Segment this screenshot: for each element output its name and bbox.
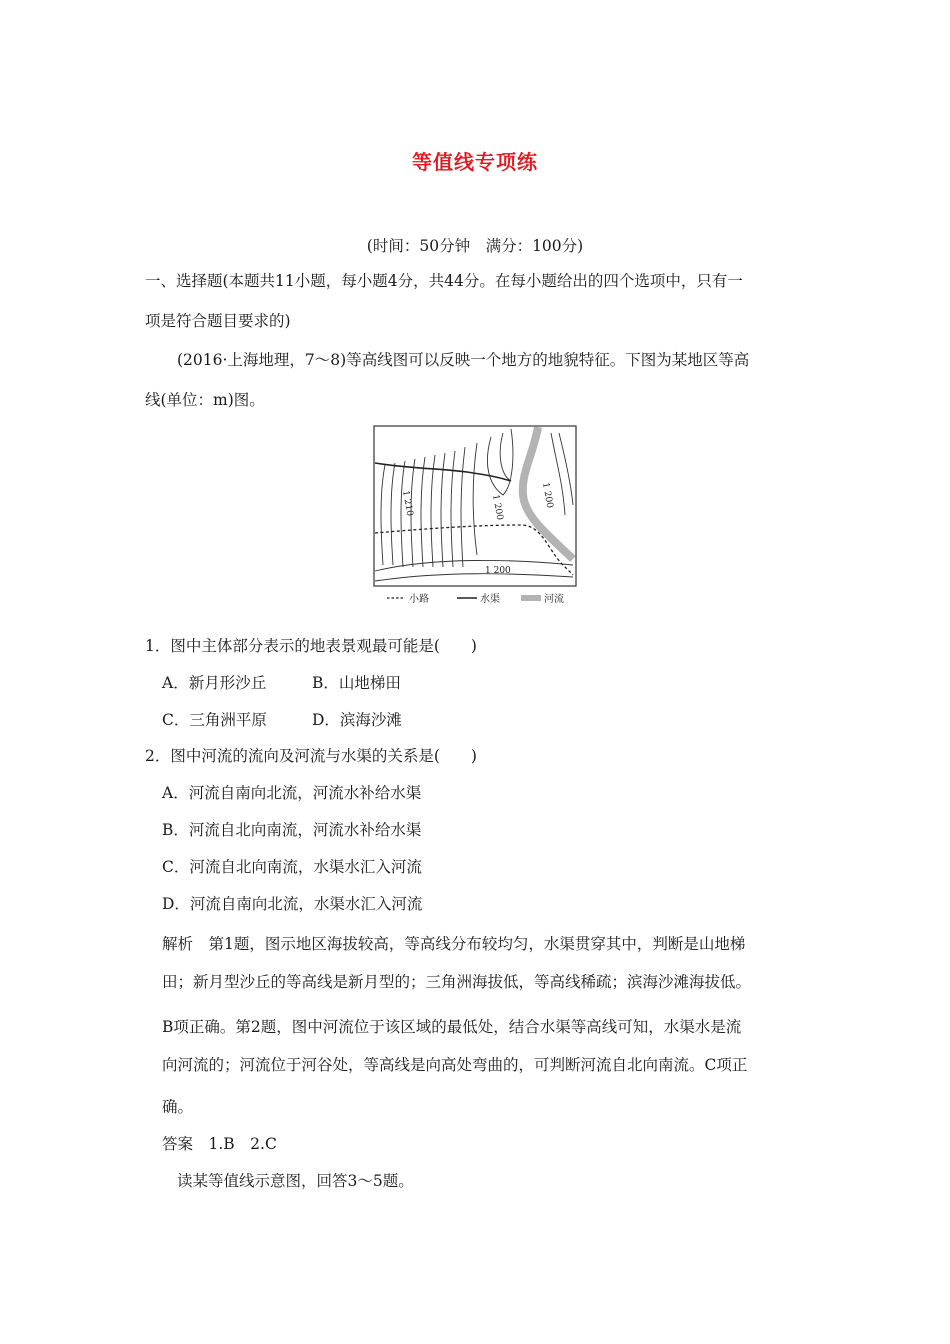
- question-1-stem: 1．图中主体部分表示的地表景观最可能是( ): [145, 637, 477, 655]
- question-1-option-d[interactable]: D．滨海沙滩: [312, 711, 402, 729]
- analysis-line1: 解析 第1题，图示地区海拔较高，等高线分布较均匀，水渠贯穿其中，判断是山地梯: [162, 935, 746, 953]
- analysis-line3: B项正确。第2题，图中河流位于该区域的最低处，结合水渠等高线可知，水渠水是流: [162, 1018, 742, 1036]
- analysis-line4: 向河流的；河流位于河谷处，等高线是向高处弯曲的，可判断河流自北向南流。C项正: [162, 1056, 748, 1074]
- question-2-option-b[interactable]: B．河流自北向南流，河流水补给水渠: [162, 821, 422, 839]
- legend-footpath: 小路: [409, 594, 429, 605]
- next-instruction: 读某等值线示意图，回答3～5题。: [177, 1172, 414, 1190]
- contour-label-1200-b: 1 200: [540, 481, 555, 509]
- page-title: 等值线专项练: [412, 150, 538, 174]
- question-1-option-c[interactable]: C．三角洲平原: [162, 711, 267, 729]
- analysis-line2: 田；新月型沙丘的等高线是新月型的；三角洲海拔低，等高线稀疏；滨海沙滩海拔低。: [162, 973, 752, 991]
- question-1-option-a[interactable]: A．新月形沙丘: [162, 674, 267, 692]
- question-2-option-d[interactable]: D．河流自南向北流，水渠水汇入河流: [162, 895, 423, 913]
- legend-river: 河流: [544, 594, 564, 605]
- question-2-option-c[interactable]: C．河流自北向南流，水渠水汇入河流: [162, 858, 422, 876]
- question-2-option-a[interactable]: A．河流自南向北流，河流水补给水渠: [162, 784, 422, 802]
- section-heading-line2: 项是符合题目要求的): [145, 312, 291, 330]
- section-heading-line1: 一、选择题(本题共11小题，每小题4分，共44分。在每小题给出的四个选项中，只有一: [145, 272, 743, 290]
- answer-line: 答案 1.B 2.C: [162, 1135, 277, 1153]
- intro-line1: (2016·上海地理，7～8)等高线图可以反映一个地方的地貌特征。下图为某地区等高: [177, 351, 750, 369]
- legend-canal: 水渠: [480, 594, 500, 605]
- contour-label-1200-c: 1 200: [485, 566, 511, 576]
- intro-line2: 线(单位：m)图。: [145, 391, 265, 409]
- map-legend: [387, 592, 564, 605]
- time-score-info: (时间：50分钟 满分：100分): [366, 237, 584, 255]
- contour-label-1210: 1 210: [400, 489, 415, 517]
- contour-map-figure: [373, 425, 578, 607]
- contour-label-1200-a: 1 200: [490, 493, 505, 521]
- question-2-stem: 2．图中河流的流向及河流与水渠的关系是( ): [145, 747, 477, 765]
- analysis-line5: 确。: [162, 1098, 194, 1116]
- question-1-option-b[interactable]: B．山地梯田: [312, 674, 401, 692]
